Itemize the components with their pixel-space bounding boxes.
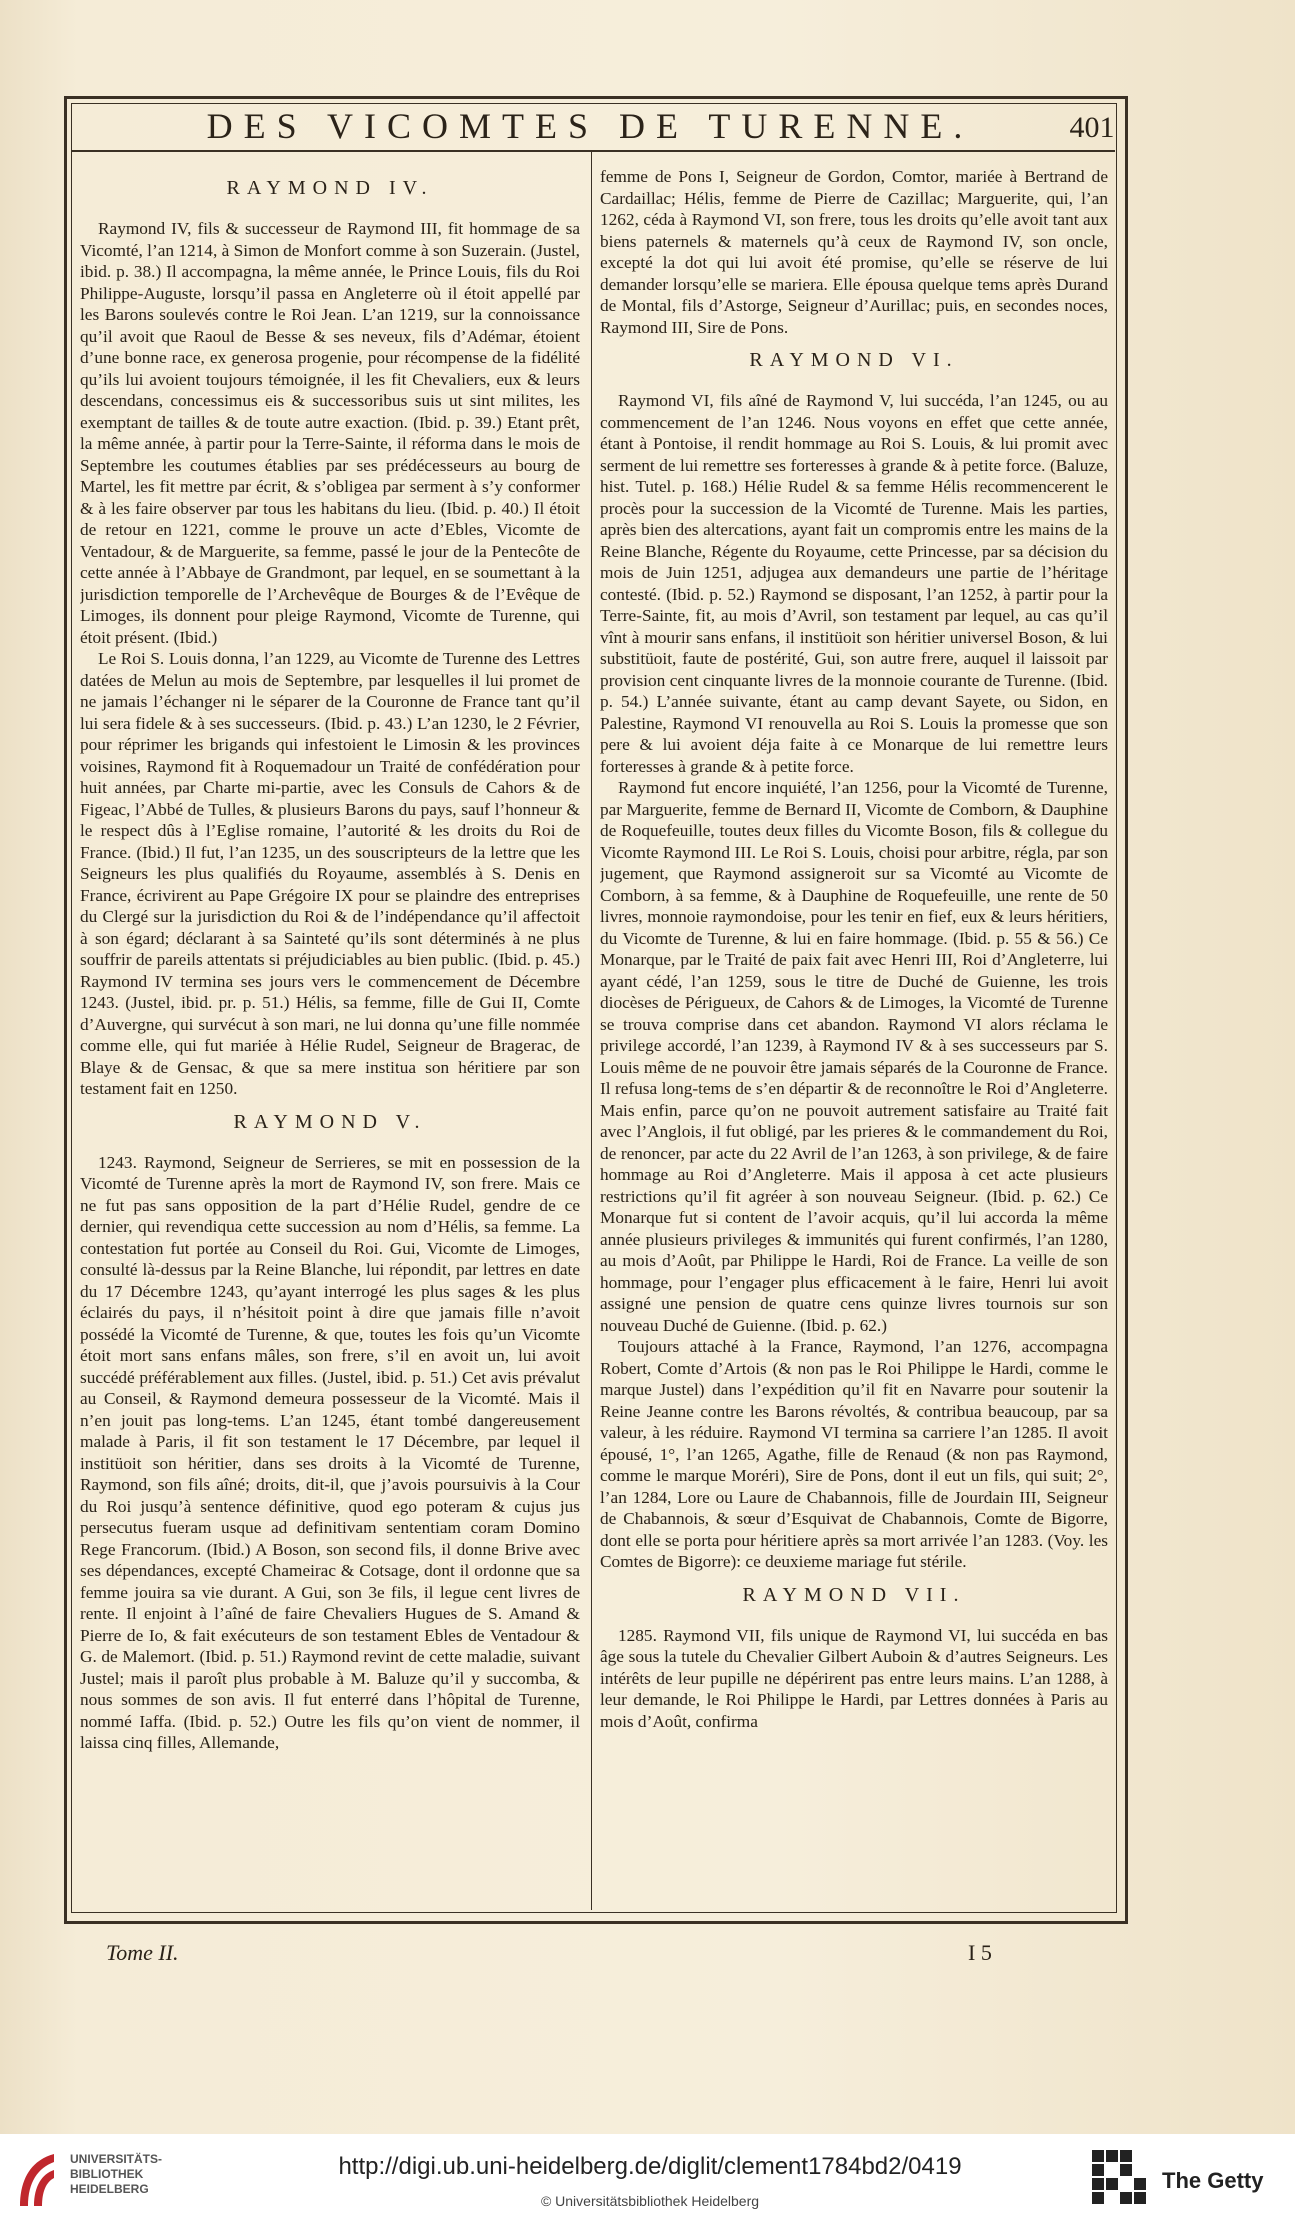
paragraph: Le Roi S. Louis donna, l’an 1229, au Vicomte de Turenne des Lettres datées de Melun au mois de Septembre, par lesquelles il lui promet de ne jamais l’échanger ni le séparer de la Couronne de France tant qu’il lui sera fidele & à ses successeurs. (Ibid. p. 43.) L’an 1230, le 2 Février, pour réprimer les brigands qui infestoient le Limosin & les provinces voisines, Raymond fit à Roquemadour un Traité de confédération pour huit années, par Charte mi-partie, avec les Consuls de Cahors & de Figeac, l’Abbé de Tulles, & plusieurs Barons du pays, sauf l’honneur & le respect dûs à l’Eglise romaine, l’autorité & les droits du Roi de France. (Ibid.) Il fut, l’an 1235, un des souscripteurs de la lettre que les Seigneurs les plus qualifiés du Royaume, assemblés à S. Denis en France, écrivirent au Pape Grégoire IX pour se plaindre des entreprises du Clergé sur la jurisdiction du Roi & de l’indépendance qu’il affectoit à son égard; déclarant à sa Sainteté qu’ils sont déterminés à ne plus souffrir de pareils attentats si préjudiciables au bien public. (Ibid. p. 45.) Raymond IV termina ses jours vers le commencement de Décembre 1243. (Justel, ibid. pr. p. 51.) Hélis, sa femme, fille de Gui II, Comte d’Auvergne, qui survécut à son mari, ne lui donna qu’une fille nommée comme elle, qui fut mariée à Hélie Rudel, Seigneur de Bragerac, de Blaye & de Gensac, & que sa mere institua son héritiere par son testament fait en 1250.	[80, 649, 580, 1098]
paragraph: Toujours attaché à la France, Raymond, l’an 1276, accompagna Robert, Comte d’Artois (& non pas le Roi Philippe le Hardi, comme le marque Justel) dans l’expédition qu’il fit en Navarre pour soutenir la Reine Jeanne contre les Barons révoltés, & contribua beaucoup, par sa valeur, à les réduire. Raymond VI termina sa carriere l’an 1285. Il avoit épousé, 1°, l’an 1265, Agathe, fille de Renaud (& non pas Raymond, comme le marque Moréri), Sire de Pons, dont il eut un fils, qui suit; 2°, l’an 1284, Lore ou Laure de Chabannois, fille de Jourdain III, Seigneur de Chabannois, & sœur d’Esquivat de Chabannois, Comte de Bigorre, dont elle se porta pour héritiere après sa mort arrivée l’an 1283. (Voy. les Comtes de Bigorre): ce deuxieme mariage fut stérile.	[600, 1337, 1108, 1571]
section-heading-raymond-vii: RAYMOND VII.	[742, 1583, 966, 1606]
section-heading-raymond-iv: RAYMOND IV.	[226, 177, 434, 199]
footer-volume: Tome II.	[106, 1940, 179, 1965]
paragraph: Raymond VI, fils aîné de Raymond V, lui succéda, l’an 1245, ou au commencement de l’an 1246. Nous voyons en effet que cette année, étant à Pontoise, il rendit hommage au Roi S. Louis, & lui promit avec serment de lui remettre ses forteresses à grande & à petite force. (Baluze, hist. Tutel. p. 168.) Hélie Rudel & sa femme Hélis recommencerent le procès pour la succession de la Vicomté de Turenne. Mais les parties, après bien des altercations, ayant fait un compromis entre les mains de la Reine Blanche, Régente du Royaume, cette Princesse, par sa décision du mois de Juin 1251, adjugea aux demandeurs une partie de l’héritage contesté. (Ibid. p. 52.) Raymond se disposant, l’an 1252, à partir pour la Terre-Sainte, fit, au mois d’Avril, son testament par lequel, au cas qu’il vînt à mourir sans enfans, il institüoit son héritier universel Boson, & lui substitüoit, faute de postérité, Gui, son autre frere, auquel il laissoit par provision cent cinquante livres de la monnoie courante de Turenne. (Ibid. p. 54.) L’année suivante, étant au camp devant Sayete, ou Sidon, en Palestine, Raymond VI renouvella au Roi S. Louis la promesse que son pere & lui avoient déja faite à ce Monarque de lui remettre leurs forteresses à grande & à petite force.	[600, 391, 1108, 776]
getty-logo-icon[interactable]	[1090, 2148, 1150, 2210]
footer-signature: I 5	[968, 1940, 992, 1965]
left-column	[80, 166, 580, 1908]
section-heading-raymond-v: RAYMOND V.	[233, 1110, 427, 1133]
paragraph: Raymond IV, fils & successeur de Raymond III, fit hommage de sa Vicomté, l’an 1214, à Simon de Monfort comme à son Suzerain. (Justel, ibid. p. 38.) Il accompagna, la même année, le Prince Louis, fils du Roi Philippe-Auguste, lorsqu’il passa en Angleterre où il étoit appellé par les Barons soulevés contre le Roi Jean. L’an 1219, sur la connoissance qu’il avoit que Raoul de Besse & ses neveux, fils d’Adémar, étoient d’une bonne race, ex generosa progenie, pour récompense de la fidélité qu’ils lui avoient toujours témoignée, il les fit Chevaliers, eux & leurs descendans, concessimus eis & successoribus suis ut sint milites, les exemptant de tailles & de toute autre exaction. (Ibid. p. 39.) Etant prêt, la même année, à partir pour la Terre-Sainte, il réforma dans le mois de Septembre les coutumes établies par ses prédécesseurs au bourg de Martel, les fit mettre par écrit, & s’obligea par serment à s’y conformer & à les faire observer par tous les habitans du lieu. (Ibid. p. 40.) Il étoit de retour en 1221, comme le prouve un acte d’Ebles, Vicomte de Ventadour, & de Marguerite, sa femme, passé le jour de la Pentecôte de cette année à l’Abbaye de Grandmont, par lequel, en se soumettant à la jurisdiction temporelle de l’Archevêque de Bourges & de l’Evêque de Limoges, ils donnent pour pleige Raymond, Vicomte de Turenne, qui étoit présent. (Ibid.)	[80, 219, 580, 647]
paragraph: 1243. Raymond, Seigneur de Serrieres, se mit en possession de la Vicomté de Turenne après la mort de Raymond IV, son frere. Mais ce ne fut pas sans opposition de la part d’Hélie Rudel, gendre de ce dernier, qui revendiqua cette succession au nom d’Hélis, sa femme. La contestation fut portée au Conseil du Roi. Gui, Vicomte de Limoges, consulté là-dessus par la Reine Blanche, lui répondit, par lettres en date du 17 Décembre 1243, qu’ayant interrogé les plus sages & les plus éclairés du pays, il n’hésitoit point à dire que jamais fille n’avoit possédé la Vicomté de Turenne, & que, toutes les fois qu’un Vicomte étoit mort sans enfans mâles, son frere, s’il en avoit un, lui avoit succédé préférablement aux filles. (Justel, ibid. p. 51.) Cet avis prévalut au Conseil, & Raymond demeura possesseur de la Vicomté. Mais il n’en jouit pas long-tems. L’an 1245, étant tombé dangereusement malade à Paris, il fit son testament le 17 Décembre, par lequel il institüoit son héritier, dans ses droits à la Vicomté de Turenne, Raymond, son fils aîné; droits, dit-il, que j’avois poursuivis à la Cour du Roi jusqu’à sentence définitive, quod ego poteram & cujus jus persecutus fueram usque ad definitivam sententiam coram Domino Rege Francorum. (Ibid.) A Boson, son second fils, il donne Brive avec ses dépendances, excepté Chameirac & Cotsage, dont il ordonne que sa femme jouira sa vie durant. A Gui, son 3e fils, il legue cent livres de rente. Il enjoint à l’aîné de faire Chevaliers Hugues de S. Amand & Pierre de Io, & fait exécuteurs de son testament Ebles de Ventadour & G. de Malemort. (Ibid. p. 51.) Raymond revint de cette maladie, suivant Justel; mais il paroît plus probable à M. Baluze qu’il y succomba, & nous sommes de son avis. Il fut enterré dans l’hôpital de Turenne, nommé Iaffa. (Ibid. p. 52.) Outre les fils qu’on vient de nommer, il laissa cinq filles, Allemande,	[80, 1152, 580, 1752]
partner-name[interactable]: The Getty	[1162, 2168, 1264, 2193]
header-rule	[71, 150, 1115, 152]
paragraph: 1285. Raymond VII, fils unique de Raymond VI, lui succéda en bas âge sous la tutele du Chevalier Gilbert Auboin & d’autres Seigneurs. Les intérêts de leur pupille ne dépérirent pas entre leurs mains. L’an 1288, à leur demande, le Roi Philippe le Hardi, par Lettres données à Paris au mois d’Août, confirma	[600, 1625, 1108, 1731]
institution-line: BIBLIOTHEK	[70, 2167, 144, 2181]
section-heading-raymond-vi: RAYMOND VI.	[749, 349, 959, 371]
page-number: 401	[1069, 111, 1115, 144]
permalink-url[interactable]: http://digi.ub.uni-heidelberg.de/diglit/clement1784bd2/0419	[338, 2153, 962, 2180]
column-divider	[591, 152, 592, 1910]
running-title: DES VICOMTES DE TURENNE.	[206, 106, 974, 146]
copyright-notice: © Universitätsbibliothek Heidelberg	[540, 2193, 760, 2209]
heidelberg-logo-icon[interactable]	[14, 2148, 60, 2212]
paragraph-continuation: femme de Pons I, Seigneur de Gordon, Comtor, mariée à Bertrand de Cardaillac; Hélis, femme de Pierre de Cazillac; Marguerite, qui, l’an 1262, céda à Raymond VI, son frere, tous les droits qu’elle avoit tant aux biens paternels & maternels qu’à ceux de Raymond IV, son oncle, excepté la dot qui lui avoit été promise, qu’elle se réserve de lui demander lorsqu’elle se mariera. Elle épousa quelque tems après Durand de Montal, fils d’Astorge, Seigneur d’Aurillac; puis, en secondes noces, Raymond III, Sire de Pons.	[600, 167, 1108, 337]
right-column	[600, 166, 1108, 1908]
institution-name	[70, 2152, 220, 2212]
paragraph: Raymond fut encore inquiété, l’an 1256, pour la Vicomté de Turenne, par Marguerite, femme de Bernard II, Vicomte de Comborn, & Dauphine de Roquefeuille, toutes deux filles du Vicomte Boson, fils & collegue du Vicomte Raymond III. Le Roi S. Louis, choisi pour arbitre, régla, par son jugement, que Raymond assigneroit sur sa Vicomté au Vicomte de Comborn, à sa femme, & à Dauphine de Roquefeuille, une rente de 50 livres, monnoie raymondoise, pour les tenir en fief, eux & leurs héritiers, du Vicomte de Turenne, & lui en faire hommage. (Ibid. p. 55 & 56.) Ce Monarque, par le Traité de paix fait avec Henri III, Roi d’Angleterre, lui ayant cédé, l’an 1259, sous le titre de Duché de Guienne, les trois diocèses de Périgueux, de Cahors & de Limoges, la Vicomté de Turenne se trouva comprise dans cet abandon. Raymond VI alors réclama le privilege accordé, l’an 1239, à Raymond IV & à ses successeurs par S. Louis même de ne pouvoir être jamais séparés de la Couronne de France. Il refusa long-tems de s’en départir & de reconnoître le Roi d’Angleterre. Mais enfin, parce qu’on ne pouvoit autrement satisfaire au Traité fait avec l’Anglois, il fut obligé, par les prieres & le commandement du Roi, de renoncer, par acte du 22 Avril de l’an 1263, à son privilege, & de faire hommage au Roi d’Angleterre. Mais il apposa à cet acte plusieurs restrictions qu’il fit agréer à son nouveau Seigneur. (Ibid. p. 62.) Ce Monarque fut si content de l’avoir acquis, qu’il lui accorda la même année plusieurs privileges & immunités qui furent confirmés, l’an 1280, au mois d’Août, par Philippe le Hardi, Roi de France. La veille de son hommage, pour l’engager plus efficacement à le faire, Henri lui avoit assigné une pension de quatre cens quinze livres tournois sur son nouveau Duché de Guienne. (Ibid. p. 62.)	[600, 778, 1108, 1335]
institution-line: UNIVERSITÄTS-	[70, 2152, 163, 2166]
institution-line: HEIDELBERG	[70, 2182, 149, 2196]
